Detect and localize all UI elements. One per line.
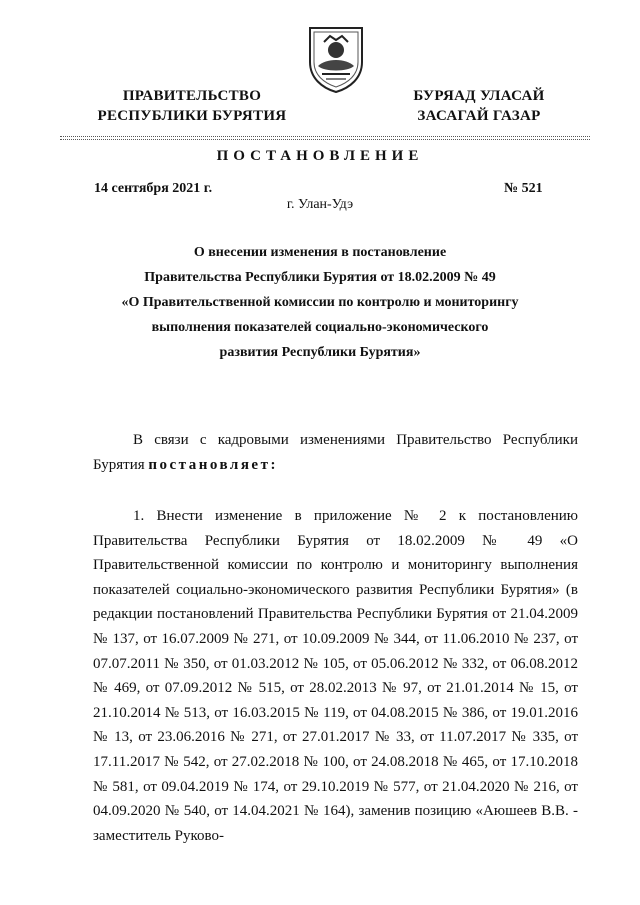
header-divider-top bbox=[60, 136, 590, 137]
coat-of-arms-emblem-icon bbox=[304, 22, 368, 94]
header-divider-bottom bbox=[60, 139, 590, 140]
clause-1-paragraph: 1. Внести изменение в приложение № 2 к постановлению Правительства Республики Бурятия от 18.02.2009 № 49 «О Правительственной комиссии по контролю и мониторингу выполнения показателей социально-экономического развития Республики Бурятия» (в редакции постановлений Правительства Республики Бурятия от 21.04.2009 № 137, от 16.07.2009 № 271, от 10.09.2009 № 344, от 11.06.2010 № 237, от 07.07.2011 № 350, от 01.03.2012 № 105, от 05.06.2012 № 332, от 06.08.2012 № 469, от 07.09.2012 № 515, от 28.02.2013 № 97, от 21.01.2014 № 15, от 21.10.2014 № 513, от 16.03.2015 № 119, от 04.08.2015 № 386, от 19.01.2016 № 13, от 23.06.2016 № 271, от 27.01.2017 № 33, от 11.07.2017 № 335, от 17.11.2017 № 542, от 27.02.2018 № 100, от 24.08.2018 № 465, от 17.10.2018 № 581, от 09.04.2019 № 174, от 29.10.2019 № 577, от 21.04.2020 № 216, от 04.09.2020 № 540, от 14.04.2021 № 164), заменив позицию «Аюшеев В.В. - заместитель Руково- bbox=[93, 508, 578, 844]
document-date: 14 сентября 2021 г. bbox=[94, 181, 213, 196]
subject-line-2: Правительства Республики Бурятия от 18.02.2009 № 49 bbox=[144, 270, 496, 285]
subject-line-5: развития Республики Бурятия» bbox=[219, 345, 421, 360]
preamble-text: В связи с кадровыми изменениями Правительство Республики Бурятия bbox=[93, 432, 578, 473]
government-name-buryat bbox=[384, 86, 574, 126]
buryat-name-line1: БУРЯАД УЛАСАЙ bbox=[413, 88, 545, 104]
government-name-line1: ПРАВИТЕЛЬСТВО bbox=[122, 88, 262, 104]
document-number: № 521 bbox=[504, 181, 543, 196]
document-city: г. Улан-Удэ bbox=[286, 197, 354, 212]
government-name-russian bbox=[76, 86, 308, 126]
government-name-line2: РЕСПУБЛИКИ БУРЯТИЯ bbox=[97, 108, 287, 124]
subject-line-3: «О Правительственной комиссии по контролю и мониторингу bbox=[121, 295, 519, 310]
decree-word: постановляет: bbox=[148, 456, 278, 473]
document-subject bbox=[100, 240, 540, 365]
subject-line-1: О внесении изменения в постановление bbox=[193, 245, 447, 260]
subject-line-4: выполнения показателей социально-экономического bbox=[151, 320, 489, 335]
buryat-name-line2: ЗАСАГАЙ ГАЗАР bbox=[417, 108, 541, 124]
document-type-title: ПОСТАНОВЛЕНИЕ bbox=[216, 148, 424, 164]
preamble-paragraph bbox=[93, 428, 578, 477]
